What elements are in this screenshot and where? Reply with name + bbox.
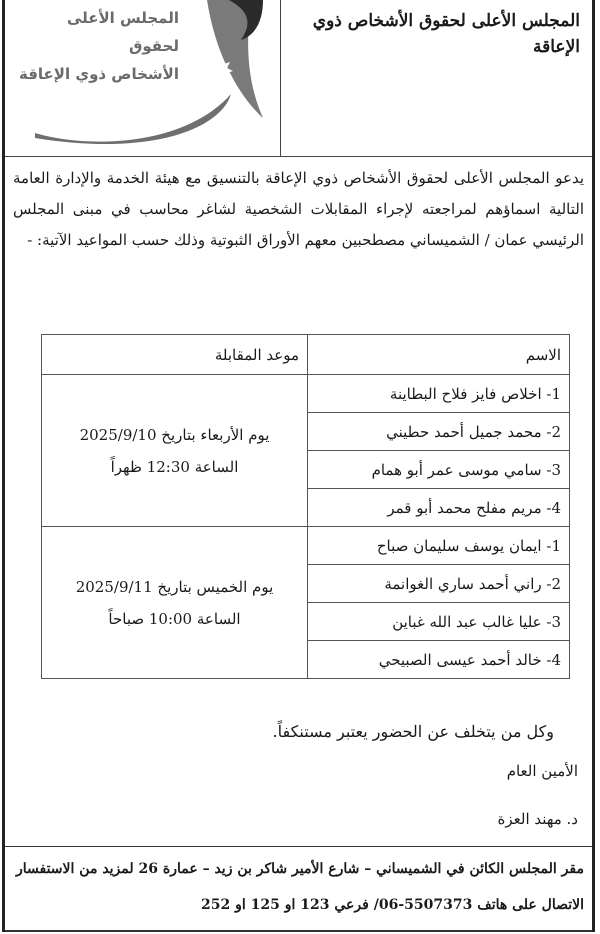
title-cell	[281, 0, 592, 157]
footer-phone: الاتصال على هاتف 5507373-06/ فرعي 123 او 125 او 252	[201, 897, 584, 913]
candidate-name: 4- خالد أحمد عيسى الصبيحي	[308, 641, 570, 679]
table-header-row	[42, 335, 570, 375]
candidate-name: 3- عليا غالب عبد الله غباين	[308, 603, 570, 641]
logo	[5, 0, 281, 157]
closing-note: وكل من يتخلف عن الحضور يعتبر مستنكفاً.	[272, 722, 554, 741]
advertisement-frame	[2, 0, 595, 932]
intro-paragraph: يدعو المجلس الأعلى لحقوق الأشخاص ذوي الإعاقة بالتنسيق مع هيئة الخدمة والإدارة العامة التالية اسماؤهم لمراجعته لإجراء المقابلات الشخصية لشاغر محاسب في مبنى المجلس الرئيسي عمان / الشميساني مصطحبين معهم الأوراق الثبوتية وذلك حسب المواعيد الآتية: -	[13, 169, 584, 249]
bottom-rule	[5, 930, 592, 932]
candidate-name: 3- سامي موسى عمر أبو همام	[308, 451, 570, 489]
interview-time-cell	[42, 527, 308, 679]
table-row	[42, 527, 570, 565]
interview-date: يوم الأربعاء بتاريخ 2025/9/10	[79, 425, 270, 444]
header-interview-time: موعد المقابلة	[42, 335, 308, 375]
candidate-name: 1- اخلاص فايز فلاح البطاينة	[308, 375, 570, 413]
table-row	[42, 375, 570, 413]
page-title: المجلس الأعلى لحقوق الأشخاص ذوي الإعاقة	[312, 11, 580, 57]
candidate-name: 2- راني أحمد ساري الغوانمة	[308, 565, 570, 603]
logo-text-line1: المجلس الأعلى لحقوق	[66, 9, 179, 55]
footer-address: مقر المجلس الكائن في الشميساني – شارع الأمير شاكر بن زيد – عمارة 26 لمزيد من الاستفسار	[15, 861, 584, 877]
header-name: الاسم	[308, 335, 570, 375]
signatory-name: د. مهند العزة	[497, 810, 578, 828]
interview-hour: الساعة 12:30 ظهراً	[110, 457, 239, 476]
interview-time-cell	[42, 375, 308, 527]
interview-date: يوم الخميس بتاريخ 2025/9/11	[75, 577, 274, 596]
interview-hour: الساعة 10:00 صباحاً	[108, 609, 241, 628]
signatory-title: الأمين العام	[506, 762, 578, 780]
candidate-name: 1- ايمان يوسف سليمان صباح	[308, 527, 570, 565]
candidate-name: 4- مريم مفلح محمد أبو قمر	[308, 489, 570, 527]
candidate-name: 2- محمد جميل أحمد حطيني	[308, 413, 570, 451]
header-row	[5, 0, 592, 157]
logo-text-line2: الأشخاص ذوي الإعاقة	[18, 65, 179, 83]
footer-contact	[5, 846, 592, 930]
interview-schedule-table	[41, 334, 570, 679]
logo-text	[19, 4, 179, 88]
